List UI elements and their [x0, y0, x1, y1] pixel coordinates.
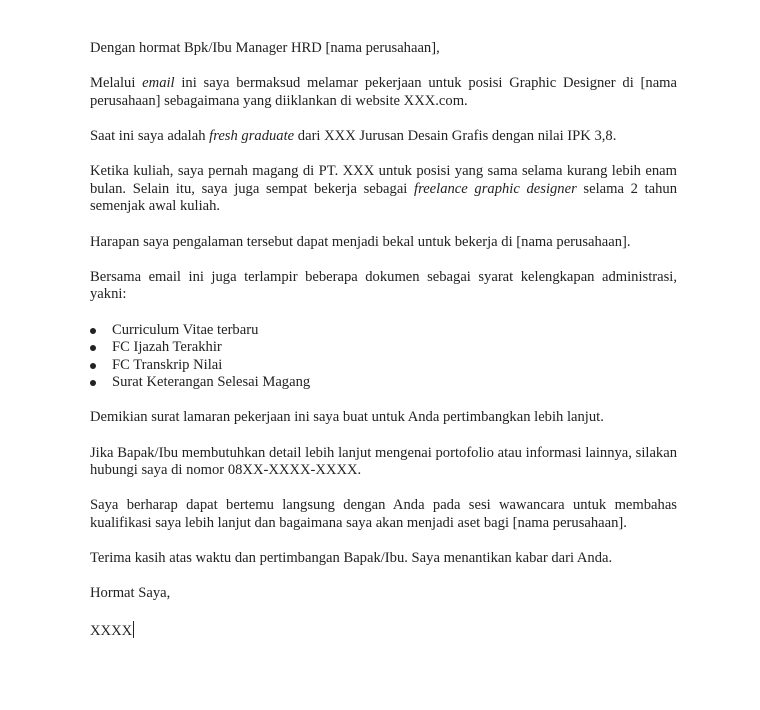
attachment-list: [90, 322, 677, 392]
paragraph-hope: Harapan saya pengalaman tersebut dapat menjadi bekal untuk bekerja di [nama perusahaan].: [90, 233, 631, 250]
list-item-label: Surat Keterangan Selesai Magang: [112, 374, 311, 391]
bullet-icon: [90, 363, 96, 369]
italic-text: freelance graphic designer: [414, 180, 577, 197]
paragraph-interview: Saya berharap dapat bertemu langsung dengan Anda pada sesi wawancara untuk membahas kualifikasi saya lebih lanjut dan bagaimana saya akan menjadi aset bagi [nama perusahaan].: [90, 497, 677, 532]
text: ini saya bermaksud melamar pekerjaan untuk posisi Graphic Designer di [nama perusahaan] sebagaimana yang diiklankan di website XXX.com.: [90, 75, 677, 109]
text: Melalui: [90, 75, 143, 92]
signature-line[interactable]: [90, 621, 134, 641]
list-item-label: FC Ijazah Terakhir: [112, 339, 222, 356]
text: selama 2 tahun semenjak awal kuliah.: [90, 180, 677, 215]
list-item-label: FC Transkrip Nilai: [112, 356, 223, 373]
paragraph-experience: [90, 163, 677, 216]
italic-text: email: [142, 75, 175, 92]
text: Saat ini saya adalah: [90, 127, 210, 144]
list-item: [90, 339, 677, 357]
bullet-icon: [90, 380, 96, 386]
greeting: Dengan hormat Bpk/Ibu Manager HRD [nama perusahaan],: [90, 40, 440, 56]
text: Ketika kuliah, saya pernah magang di PT. XXX untuk posisi yang sama selama kurang lebih enam bulan. Selain itu, saya juga sempat bekerja sebagai: [90, 163, 677, 197]
bullet-icon: [90, 345, 96, 351]
list-item: [90, 374, 677, 392]
paragraph-education: [90, 128, 677, 146]
bullet-icon: [90, 328, 96, 334]
list-item: [90, 357, 677, 375]
paragraph-contact: Jika Bapak/Ibu membutuhkan detail lebih lanjut mengenai portofolio atau informasi lainnya, silakan hubungi saya di nomor 08XX-XXXX-XXXX.: [90, 444, 677, 479]
list-item-label: Curriculum Vitae terbaru: [112, 321, 259, 338]
paragraph-closing-statement: Demikian surat lamaran pekerjaan ini saya buat untuk Anda pertimbangkan lebih lanjut.: [90, 409, 604, 426]
closing: Hormat Saya,: [90, 585, 171, 602]
signature: XXXX: [90, 622, 133, 639]
text-cursor: [133, 621, 134, 638]
paragraph-thanks: Terima kasih atas waktu dan pertimbangan Bapak/Ibu. Saya menantikan kabar dari Anda.: [90, 550, 613, 567]
letter-body[interactable]: [90, 40, 677, 640]
paragraph-intro: [90, 75, 677, 110]
list-item: [90, 322, 677, 340]
paragraph-attachments: Bersama email ini juga terlampir beberapa dokumen sebagai syarat kelengkapan administrasi, yakni:: [90, 268, 677, 303]
italic-text: fresh graduate: [209, 127, 295, 144]
text: dari XXX Jurusan Desain Grafis dengan nilai IPK 3,8.: [294, 127, 617, 144]
